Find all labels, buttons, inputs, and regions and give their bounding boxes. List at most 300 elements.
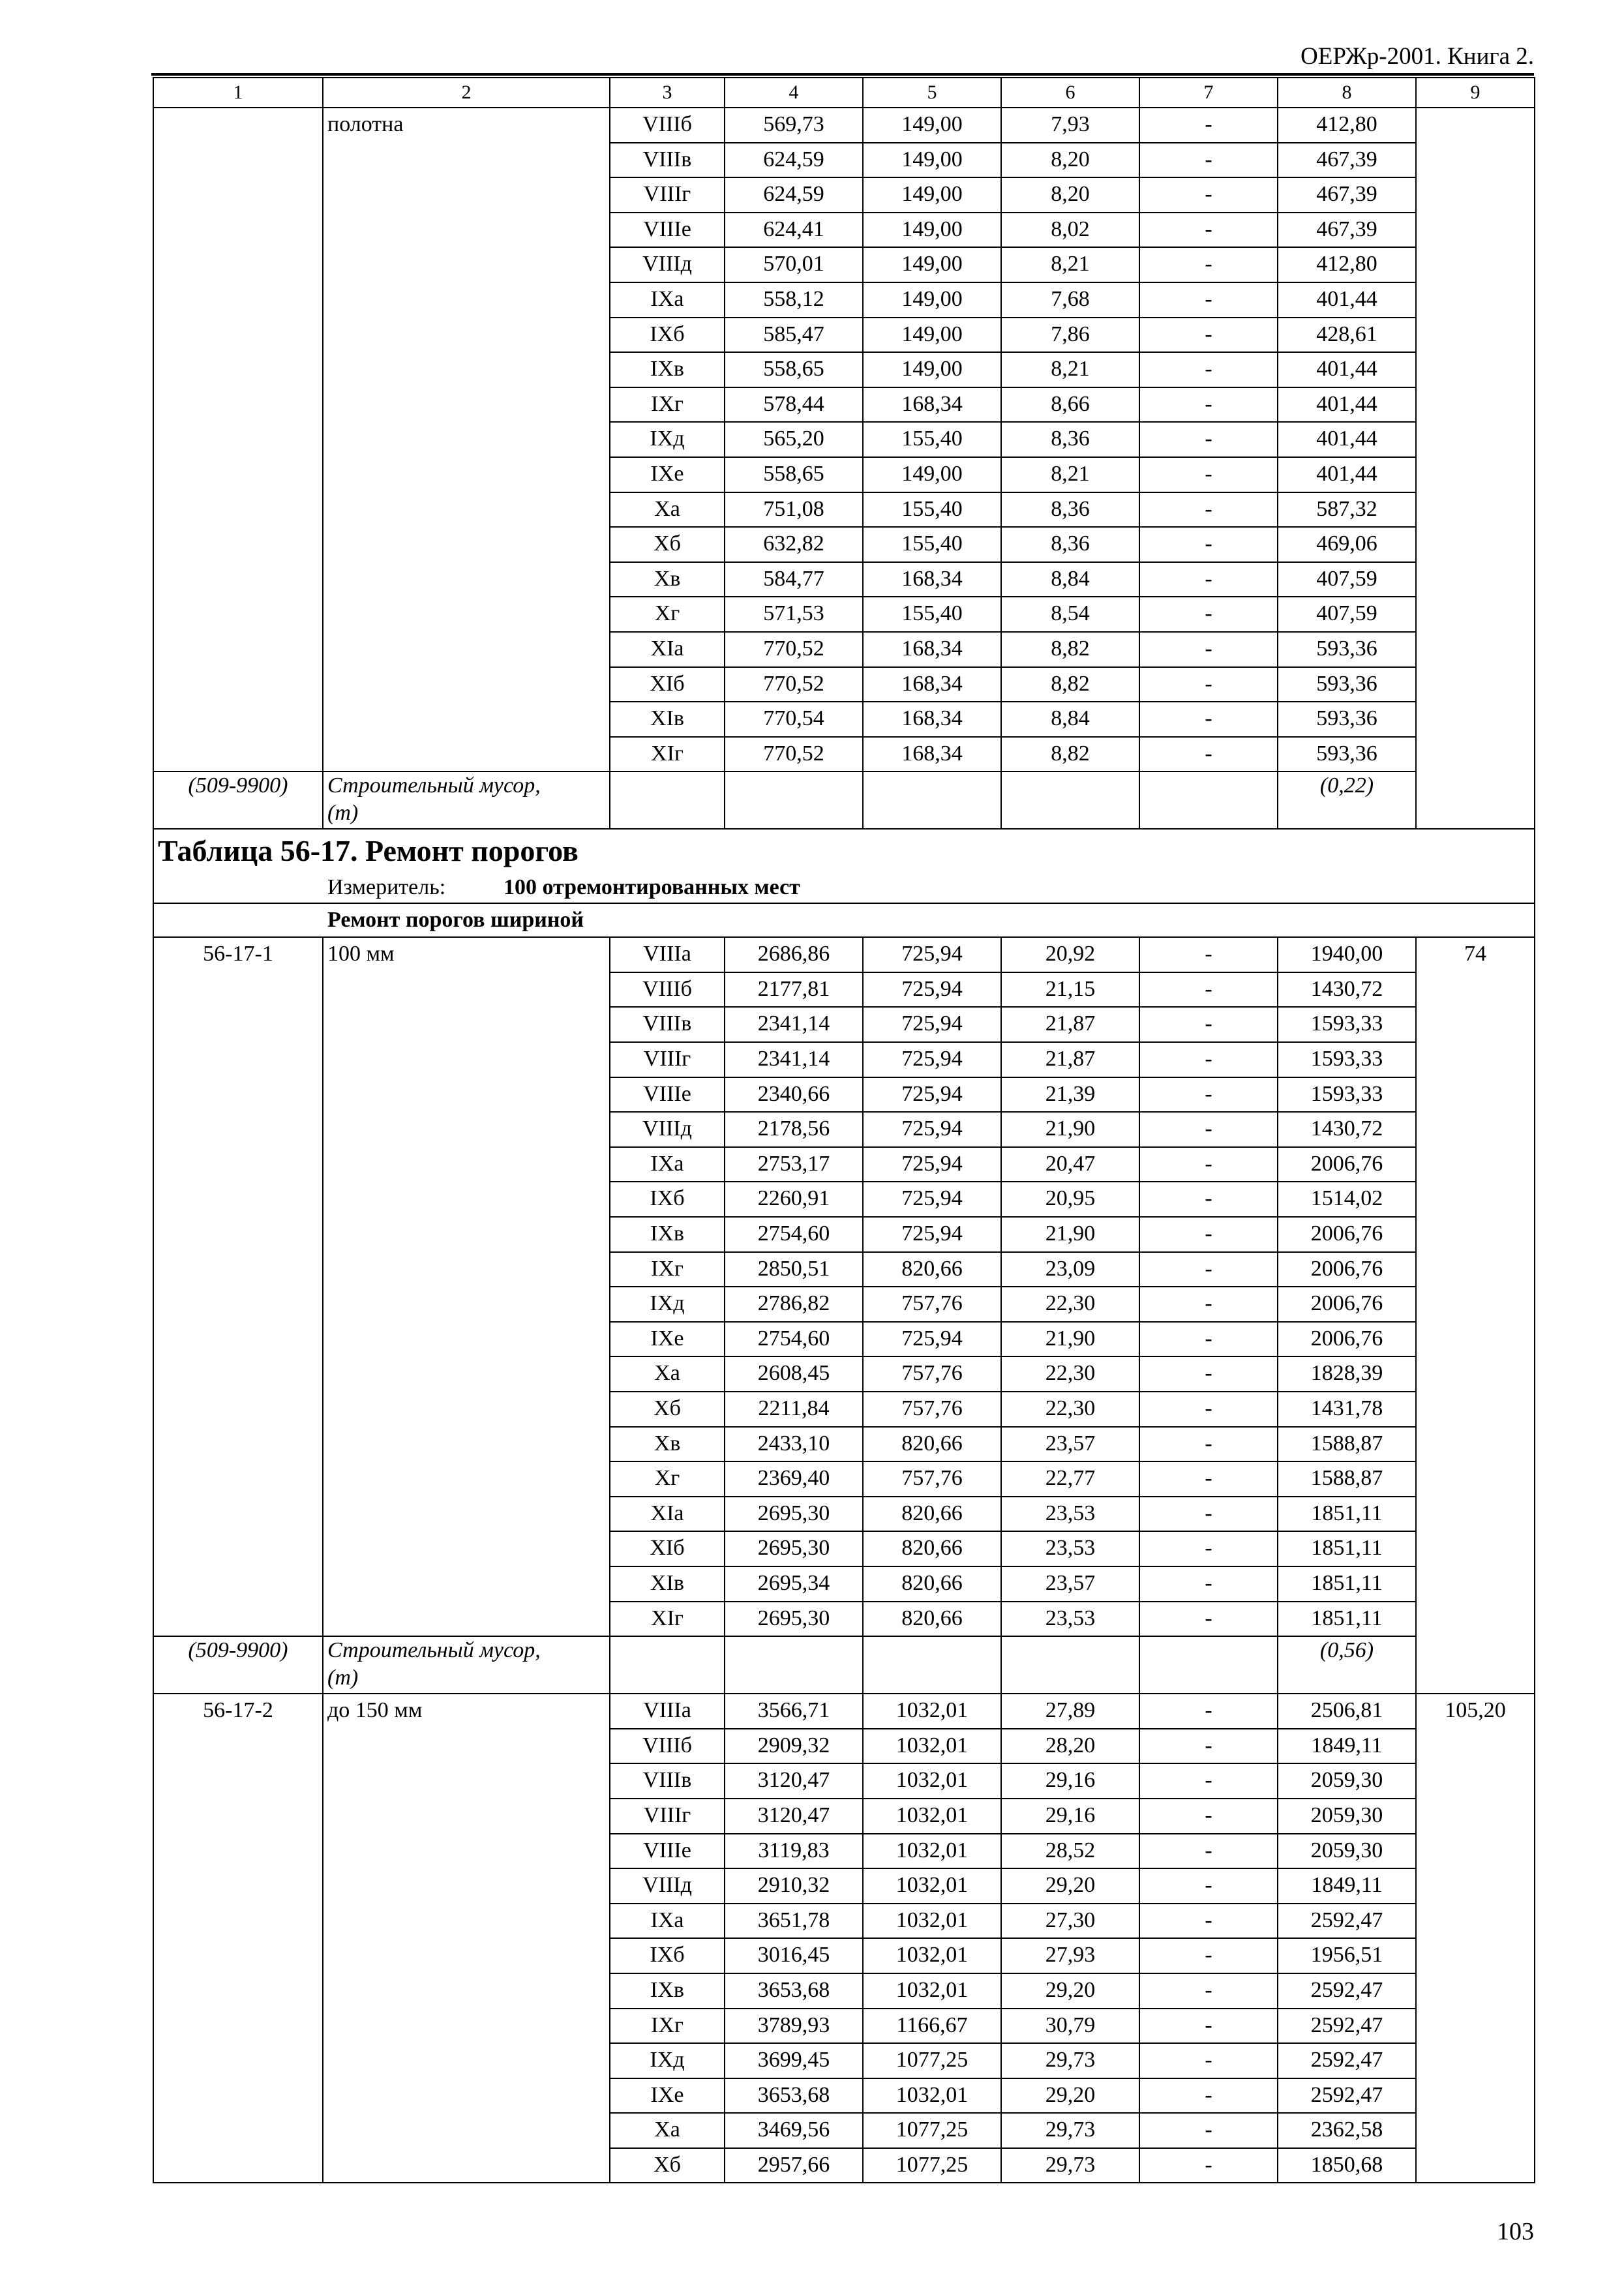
cell-col7: - xyxy=(1139,1392,1278,1427)
cell-col8: 407,59 xyxy=(1278,597,1416,632)
cell-col8: 1850,68 xyxy=(1278,2148,1416,2183)
cell-col7: - xyxy=(1139,1217,1278,1252)
cell-col4: 2433,10 xyxy=(725,1427,863,1462)
item-col9: 105,20 xyxy=(1416,1694,1535,2183)
document-title: ОЕРЖр-2001. Книга 2. xyxy=(1301,43,1534,70)
cell-col7: - xyxy=(1139,143,1278,178)
cell-col8: 2506,81 xyxy=(1278,1694,1416,1729)
cell-col7: - xyxy=(1139,1938,1278,1973)
cell-col3: IXв xyxy=(610,352,725,387)
cell-col6: 21,87 xyxy=(1001,1007,1139,1042)
cell-col6: 8,02 xyxy=(1001,213,1139,248)
cell-col5: 149,00 xyxy=(863,282,1001,318)
cell-col4: 624,59 xyxy=(725,177,863,213)
subheading: Ремонт порогов шириной xyxy=(327,908,584,933)
empty-cell xyxy=(725,1636,863,1694)
cell-col5: 149,00 xyxy=(863,108,1001,143)
cell-col8: 1430,72 xyxy=(1278,1112,1416,1147)
cell-col6: 23,57 xyxy=(1001,1566,1139,1602)
trash-name xyxy=(323,771,610,829)
cell-col5: 155,40 xyxy=(863,492,1001,528)
cell-col4: 578,44 xyxy=(725,387,863,423)
cell-col3: XIв xyxy=(610,1566,725,1602)
cell-col6: 8,36 xyxy=(1001,527,1139,562)
cell-col3: IXд xyxy=(610,1287,725,1322)
cell-col4: 770,52 xyxy=(725,632,863,667)
cell-col7: - xyxy=(1139,247,1278,282)
cell-col8: 587,32 xyxy=(1278,492,1416,528)
cell-col6: 27,30 xyxy=(1001,1904,1139,1939)
empty-cell xyxy=(863,771,1001,829)
cell-col7: - xyxy=(1139,527,1278,562)
cell-col3: VIIIв xyxy=(610,1763,725,1799)
cell-col8: 1593,33 xyxy=(1278,1077,1416,1113)
cell-col6: 7,93 xyxy=(1001,108,1139,143)
cell-col4: 2910,32 xyxy=(725,1868,863,1904)
cell-col8: 2006,76 xyxy=(1278,1252,1416,1287)
cell-col8: 401,44 xyxy=(1278,387,1416,423)
cell-col3: XIв xyxy=(610,702,725,737)
column-number: 6 xyxy=(1001,78,1139,108)
cell-col8: 2006,76 xyxy=(1278,1322,1416,1357)
cell-col7: - xyxy=(1139,1461,1278,1497)
item-code: 56-17-2 xyxy=(153,1694,323,2183)
cell-col7: - xyxy=(1139,1252,1278,1287)
cell-col4: 558,65 xyxy=(725,352,863,387)
cell-col3: VIIIв xyxy=(610,1007,725,1042)
cell-col3: XIг xyxy=(610,737,725,772)
cell-col7: - xyxy=(1139,1497,1278,1532)
cell-col6: 29,73 xyxy=(1001,2148,1139,2183)
cell-col3: IXб xyxy=(610,1182,725,1217)
item-description: до 150 мм xyxy=(323,1694,610,2183)
cell-col6: 22,30 xyxy=(1001,1356,1139,1392)
trash-name-line1: Строительный мусор, xyxy=(327,773,541,798)
meter-cell xyxy=(153,873,1535,903)
cell-col3: Xб xyxy=(610,1392,725,1427)
cell-col8: 1588,87 xyxy=(1278,1427,1416,1462)
cell-col8: 2362,58 xyxy=(1278,2113,1416,2148)
cell-col4: 3651,78 xyxy=(725,1904,863,1939)
cell-col7: - xyxy=(1139,1427,1278,1462)
column-number: 7 xyxy=(1139,78,1278,108)
cell-col6: 7,86 xyxy=(1001,318,1139,353)
cell-col5: 1032,01 xyxy=(863,1834,1001,1869)
table-row xyxy=(153,937,1535,972)
cell-col6: 29,20 xyxy=(1001,2078,1139,2114)
cell-col3: IXв xyxy=(610,1973,725,2009)
cell-col6: 20,47 xyxy=(1001,1147,1139,1182)
cell-col3: IXв xyxy=(610,1217,725,1252)
cell-col4: 2695,34 xyxy=(725,1566,863,1602)
cell-col7: - xyxy=(1139,492,1278,528)
cell-col7: - xyxy=(1139,632,1278,667)
cell-col4: 2369,40 xyxy=(725,1461,863,1497)
trash-code: (509-9900) xyxy=(153,1636,323,1694)
cell-col3: VIIIг xyxy=(610,1042,725,1077)
cell-col4: 2753,17 xyxy=(725,1147,863,1182)
cell-col5: 725,94 xyxy=(863,1112,1001,1147)
cell-col7: - xyxy=(1139,457,1278,492)
cell-col7: - xyxy=(1139,1566,1278,1602)
cell-col3: VIIIб xyxy=(610,108,725,143)
empty-cell xyxy=(1001,1636,1139,1694)
cell-col7: - xyxy=(1139,937,1278,972)
cell-col3: Xг xyxy=(610,1461,725,1497)
cell-col7: - xyxy=(1139,177,1278,213)
cell-col8: 593,36 xyxy=(1278,667,1416,702)
cell-col6: 23,53 xyxy=(1001,1497,1139,1532)
cell-col7: - xyxy=(1139,597,1278,632)
cell-col5: 168,34 xyxy=(863,737,1001,772)
cell-col7: - xyxy=(1139,422,1278,457)
item-col9 xyxy=(1416,108,1535,829)
cell-col7: - xyxy=(1139,972,1278,1008)
cell-col8: 2592,47 xyxy=(1278,2043,1416,2078)
cell-col7: - xyxy=(1139,2148,1278,2183)
cell-col4: 558,12 xyxy=(725,282,863,318)
cell-col3: IXг xyxy=(610,387,725,423)
trash-value: (0,22) xyxy=(1278,771,1416,829)
cell-col5: 757,76 xyxy=(863,1287,1001,1322)
table-title-row xyxy=(153,829,1535,873)
cell-col7: - xyxy=(1139,213,1278,248)
cell-col5: 1032,01 xyxy=(863,1904,1001,1939)
cell-col8: 401,44 xyxy=(1278,422,1416,457)
cell-col8: 2059,30 xyxy=(1278,1763,1416,1799)
cell-col6: 8,36 xyxy=(1001,492,1139,528)
cell-col3: IXe xyxy=(610,457,725,492)
cell-col5: 155,40 xyxy=(863,422,1001,457)
empty-cell xyxy=(725,771,863,829)
cell-col8: 1940,00 xyxy=(1278,937,1416,972)
cell-col8: 1593,33 xyxy=(1278,1007,1416,1042)
trash-name-line2: (т) xyxy=(327,1666,359,1690)
cell-col3: VIIIд xyxy=(610,1868,725,1904)
cell-col7: - xyxy=(1139,352,1278,387)
cell-col4: 3469,56 xyxy=(725,2113,863,2148)
cell-col6: 8,21 xyxy=(1001,352,1139,387)
cell-col4: 571,53 xyxy=(725,597,863,632)
header-rule xyxy=(151,73,1534,76)
empty-cell xyxy=(610,771,725,829)
cell-col4: 770,52 xyxy=(725,737,863,772)
cell-col8: 1588,87 xyxy=(1278,1461,1416,1497)
cell-col6: 8,20 xyxy=(1001,177,1139,213)
cell-col5: 725,94 xyxy=(863,972,1001,1008)
cell-col3: VIIIa xyxy=(610,937,725,972)
cell-col4: 3120,47 xyxy=(725,1763,863,1799)
cell-col3: IXa xyxy=(610,282,725,318)
cell-col5: 168,34 xyxy=(863,562,1001,597)
cell-col7: - xyxy=(1139,1868,1278,1904)
cell-col8: 401,44 xyxy=(1278,352,1416,387)
cell-col6: 29,20 xyxy=(1001,1868,1139,1904)
cell-col5: 149,00 xyxy=(863,247,1001,282)
cell-col6: 8,36 xyxy=(1001,422,1139,457)
cell-col3: Xб xyxy=(610,2148,725,2183)
cell-col5: 725,94 xyxy=(863,1147,1001,1182)
cell-col6: 8,66 xyxy=(1001,387,1139,423)
cell-col6: 22,30 xyxy=(1001,1392,1139,1427)
column-number: 2 xyxy=(323,78,610,108)
cell-col6: 23,09 xyxy=(1001,1252,1139,1287)
item-description: полотна xyxy=(323,108,610,771)
cell-col3: VIIIe xyxy=(610,1834,725,1869)
trash-value: (0,56) xyxy=(1278,1636,1416,1694)
cell-col4: 2754,60 xyxy=(725,1322,863,1357)
cell-col8: 1828,39 xyxy=(1278,1356,1416,1392)
cell-col5: 820,66 xyxy=(863,1602,1001,1637)
cell-col5: 149,00 xyxy=(863,318,1001,353)
cell-col5: 1032,01 xyxy=(863,2078,1001,2114)
cell-col3: IXa xyxy=(610,1904,725,1939)
cell-col6: 21,90 xyxy=(1001,1112,1139,1147)
cell-col6: 7,68 xyxy=(1001,282,1139,318)
cell-col8: 2592,47 xyxy=(1278,2078,1416,2114)
cell-col6: 8,20 xyxy=(1001,143,1139,178)
cell-col6: 21,90 xyxy=(1001,1322,1139,1357)
cell-col4: 632,82 xyxy=(725,527,863,562)
cell-col4: 3016,45 xyxy=(725,1938,863,1973)
cell-col6: 22,77 xyxy=(1001,1461,1139,1497)
cell-col8: 2006,76 xyxy=(1278,1217,1416,1252)
subheading-cell xyxy=(153,903,1535,937)
cell-col5: 1077,25 xyxy=(863,2113,1001,2148)
empty-cell xyxy=(1139,1636,1278,1694)
trash-name-line2: (т) xyxy=(327,801,359,826)
cell-col6: 29,16 xyxy=(1001,1799,1139,1834)
column-number: 3 xyxy=(610,78,725,108)
cell-col8: 401,44 xyxy=(1278,282,1416,318)
cell-col3: Xв xyxy=(610,1427,725,1462)
column-number: 1 xyxy=(153,78,323,108)
cell-col4: 2695,30 xyxy=(725,1602,863,1637)
cell-col7: - xyxy=(1139,2043,1278,2078)
cell-col8: 1851,11 xyxy=(1278,1566,1416,1602)
cell-col3: IXб xyxy=(610,1938,725,1973)
cell-col5: 725,94 xyxy=(863,1322,1001,1357)
cell-col8: 1431,78 xyxy=(1278,1392,1416,1427)
cell-col8: 407,59 xyxy=(1278,562,1416,597)
cell-col5: 1032,01 xyxy=(863,1729,1001,1764)
table-row xyxy=(153,108,1535,143)
trash-row xyxy=(153,1636,1535,1694)
column-number: 9 xyxy=(1416,78,1535,108)
trash-name xyxy=(323,1636,610,1694)
cell-col5: 149,00 xyxy=(863,213,1001,248)
cell-col6: 8,21 xyxy=(1001,457,1139,492)
cell-col4: 3699,45 xyxy=(725,2043,863,2078)
cell-col7: - xyxy=(1139,1112,1278,1147)
cell-col6: 23,53 xyxy=(1001,1531,1139,1566)
trash-name-line1: Строительный мусор, xyxy=(327,1638,541,1663)
cell-col8: 467,39 xyxy=(1278,143,1416,178)
column-number: 4 xyxy=(725,78,863,108)
cell-col7: - xyxy=(1139,1287,1278,1322)
cell-col5: 725,94 xyxy=(863,1042,1001,1077)
cell-col3: IXe xyxy=(610,1322,725,1357)
cell-col4: 624,59 xyxy=(725,143,863,178)
cell-col6: 21,87 xyxy=(1001,1042,1139,1077)
cell-col6: 8,82 xyxy=(1001,632,1139,667)
cell-col7: - xyxy=(1139,1973,1278,2009)
cell-col5: 725,94 xyxy=(863,1077,1001,1113)
cell-col3: Xa xyxy=(610,1356,725,1392)
cell-col4: 2850,51 xyxy=(725,1252,863,1287)
cell-col6: 8,82 xyxy=(1001,667,1139,702)
cell-col6: 8,84 xyxy=(1001,562,1139,597)
cell-col7: - xyxy=(1139,737,1278,772)
cell-col7: - xyxy=(1139,282,1278,318)
cell-col6: 20,95 xyxy=(1001,1182,1139,1217)
cell-col6: 8,84 xyxy=(1001,702,1139,737)
cell-col8: 1430,72 xyxy=(1278,972,1416,1008)
cell-col3: XIa xyxy=(610,632,725,667)
cell-col5: 149,00 xyxy=(863,143,1001,178)
cell-col3: VIIIд xyxy=(610,247,725,282)
cell-col7: - xyxy=(1139,1729,1278,1764)
cell-col4: 3120,47 xyxy=(725,1799,863,1834)
cell-col3: IXд xyxy=(610,422,725,457)
item-code xyxy=(153,108,323,771)
column-number-row xyxy=(153,78,1535,108)
empty-cell xyxy=(610,1636,725,1694)
cell-col5: 1032,01 xyxy=(863,1799,1001,1834)
cell-col5: 168,34 xyxy=(863,702,1001,737)
cell-col3: XIб xyxy=(610,1531,725,1566)
cell-col4: 2608,45 xyxy=(725,1356,863,1392)
cell-col7: - xyxy=(1139,318,1278,353)
table-title: Таблица 56-17. Ремонт порогов xyxy=(153,829,1535,873)
cell-col6: 28,20 xyxy=(1001,1729,1139,1764)
cell-col3: VIIIб xyxy=(610,1729,725,1764)
cell-col4: 3653,68 xyxy=(725,1973,863,2009)
cell-col4: 3653,68 xyxy=(725,2078,863,2114)
cell-col4: 570,01 xyxy=(725,247,863,282)
cell-col7: - xyxy=(1139,387,1278,423)
cell-col5: 820,66 xyxy=(863,1566,1001,1602)
cell-col7: - xyxy=(1139,2113,1278,2148)
cell-col3: XIг xyxy=(610,1602,725,1637)
cell-col5: 757,76 xyxy=(863,1392,1001,1427)
cell-col3: IXг xyxy=(610,1252,725,1287)
cell-col8: 2592,47 xyxy=(1278,2009,1416,2044)
cell-col4: 2909,32 xyxy=(725,1729,863,1764)
cell-col6: 27,89 xyxy=(1001,1694,1139,1729)
cell-col4: 2341,14 xyxy=(725,1042,863,1077)
cell-col4: 2695,30 xyxy=(725,1497,863,1532)
cell-col7: - xyxy=(1139,2009,1278,2044)
table-row xyxy=(153,1694,1535,1729)
cell-col4: 584,77 xyxy=(725,562,863,597)
cell-col8: 1849,11 xyxy=(1278,1868,1416,1904)
cell-col6: 8,82 xyxy=(1001,737,1139,772)
item-col9: 74 xyxy=(1416,937,1535,1694)
cell-col4: 2177,81 xyxy=(725,972,863,1008)
rates-table xyxy=(153,77,1535,2183)
cell-col4: 3566,71 xyxy=(725,1694,863,1729)
cell-col4: 2340,66 xyxy=(725,1077,863,1113)
cell-col6: 20,92 xyxy=(1001,937,1139,972)
cell-col5: 1032,01 xyxy=(863,1938,1001,1973)
cell-col8: 593,36 xyxy=(1278,702,1416,737)
cell-col3: VIIIa xyxy=(610,1694,725,1729)
cell-col5: 1032,01 xyxy=(863,1868,1001,1904)
cell-col7: - xyxy=(1139,702,1278,737)
cell-col5: 725,94 xyxy=(863,1007,1001,1042)
cell-col3: XIб xyxy=(610,667,725,702)
subheading-row xyxy=(153,903,1535,937)
meter-value: 100 отремонтированных мест xyxy=(504,875,800,900)
cell-col3: VIIIг xyxy=(610,177,725,213)
cell-col3: VIIIв xyxy=(610,143,725,178)
page-number: 103 xyxy=(1497,2218,1534,2245)
cell-col5: 1032,01 xyxy=(863,1973,1001,2009)
cell-col6: 29,73 xyxy=(1001,2043,1139,2078)
cell-col7: - xyxy=(1139,108,1278,143)
cell-col8: 1593,33 xyxy=(1278,1042,1416,1077)
cell-col4: 558,65 xyxy=(725,457,863,492)
cell-col4: 624,41 xyxy=(725,213,863,248)
empty-cell xyxy=(863,1636,1001,1694)
cell-col7: - xyxy=(1139,1182,1278,1217)
cell-col5: 155,40 xyxy=(863,597,1001,632)
cell-col5: 1032,01 xyxy=(863,1763,1001,1799)
cell-col8: 401,44 xyxy=(1278,457,1416,492)
cell-col4: 770,52 xyxy=(725,667,863,702)
cell-col7: - xyxy=(1139,1147,1278,1182)
cell-col3: VIIIe xyxy=(610,213,725,248)
cell-col4: 2754,60 xyxy=(725,1217,863,1252)
cell-col8: 412,80 xyxy=(1278,247,1416,282)
cell-col4: 2695,30 xyxy=(725,1531,863,1566)
cell-col7: - xyxy=(1139,1602,1278,1637)
cell-col3: Xв xyxy=(610,562,725,597)
cell-col6: 21,39 xyxy=(1001,1077,1139,1113)
cell-col6: 29,73 xyxy=(1001,2113,1139,2148)
cell-col4: 770,54 xyxy=(725,702,863,737)
cell-col6: 29,20 xyxy=(1001,1973,1139,2009)
cell-col7: - xyxy=(1139,1531,1278,1566)
cell-col4: 751,08 xyxy=(725,492,863,528)
item-code: 56-17-1 xyxy=(153,937,323,1636)
cell-col5: 1166,67 xyxy=(863,2009,1001,2044)
cell-col4: 2178,56 xyxy=(725,1112,863,1147)
cell-col5: 757,76 xyxy=(863,1356,1001,1392)
cell-col3: VIIIд xyxy=(610,1112,725,1147)
cell-col7: - xyxy=(1139,1694,1278,1729)
cell-col6: 22,30 xyxy=(1001,1287,1139,1322)
cell-col8: 1956,51 xyxy=(1278,1938,1416,1973)
cell-col3: Xa xyxy=(610,2113,725,2148)
cell-col6: 8,54 xyxy=(1001,597,1139,632)
cell-col7: - xyxy=(1139,1904,1278,1939)
cell-col7: - xyxy=(1139,1322,1278,1357)
cell-col7: - xyxy=(1139,667,1278,702)
cell-col8: 2059,30 xyxy=(1278,1799,1416,1834)
cell-col7: - xyxy=(1139,1007,1278,1042)
cell-col5: 820,66 xyxy=(863,1427,1001,1462)
cell-col7: - xyxy=(1139,1077,1278,1113)
cell-col7: - xyxy=(1139,1042,1278,1077)
cell-col6: 27,93 xyxy=(1001,1938,1139,1973)
cell-col8: 2592,47 xyxy=(1278,1973,1416,2009)
cell-col8: 467,39 xyxy=(1278,177,1416,213)
cell-col5: 168,34 xyxy=(863,632,1001,667)
cell-col7: - xyxy=(1139,1763,1278,1799)
cell-col3: VIIIб xyxy=(610,972,725,1008)
